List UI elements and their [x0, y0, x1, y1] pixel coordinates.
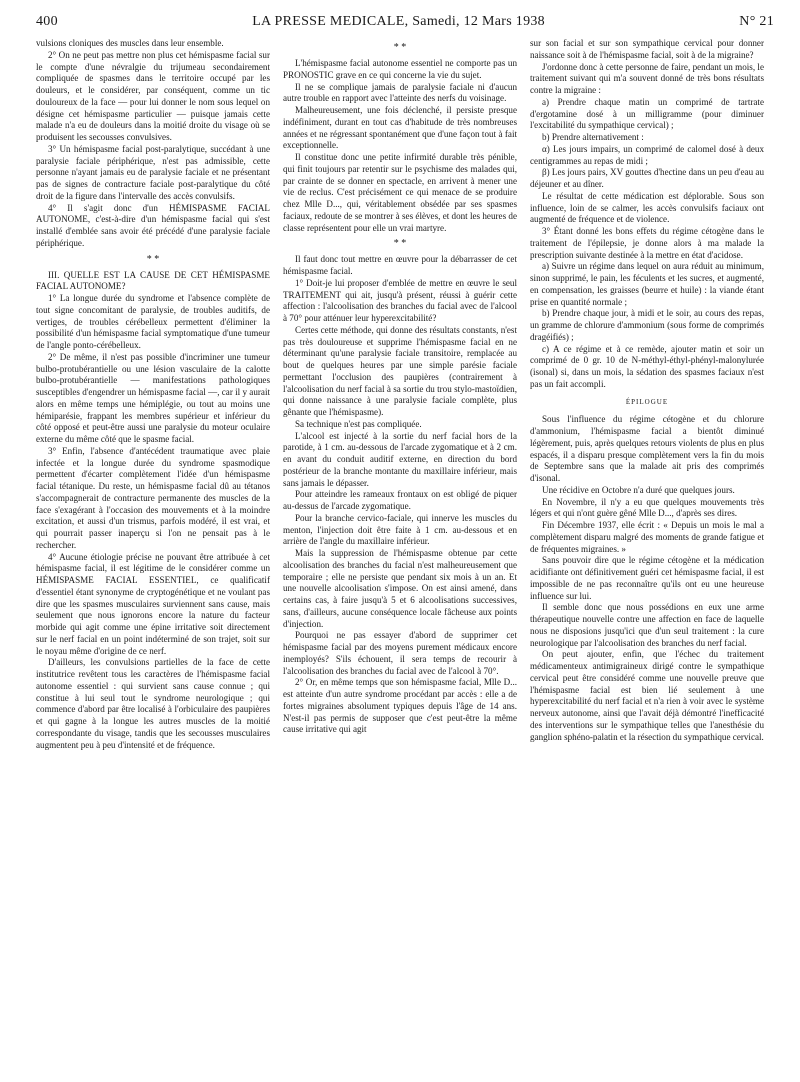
section-separator: * * — [146, 253, 160, 265]
paragraph: 2° Or, en même temps que son hémispasme facial, Mlle D... est atteinte d'un autre syndrome procédant par accès : elle a de fortes migraines absolument typiques depuis l'âge de 14 ans. N'est-il pas permis de supposer que c'est peut-être la même cause irritative qui agit — [283, 677, 517, 735]
section-separator: * * — [393, 42, 407, 53]
issue-number: N° 21 — [739, 14, 774, 29]
paragraph: Fin Décembre 1937, elle écrit : « Depuis un mois le mal a complètement disparu malgré des moments de grande fatigue et de fréquentes migraines. » — [530, 520, 764, 554]
paragraph: b) Prendre alternativement : — [542, 132, 644, 142]
paragraph: a) Suivre un régime dans lequel on aura réduit au minimum, sinon supprimé, le pain, les féculents et les sucres, et augmenté, en compensation, les graisses (beurre et huile) : la viande étant prise en quantité normale ; — [530, 261, 764, 307]
paragraph: 2° De même, il n'est pas possible d'incriminer une tumeur bulbo-protubérantielle ou une lésion vasculaire de la calotte bulbo-protubérantielle — manifestations pathologiques susceptibles d'engendrer un hémispasme facial —, car il y aurait alors en même temps une hémiplégie, ou tout au moins une hémiparésie, frappant les membres supérieur et inférieur du côté opposé et peut-être aussi une paralysie du moteur oculaire externe du même côté que le spasme facial. — [36, 351, 270, 444]
paragraph: 3° Étant donné les bons effets du régime cétogène dans le traitement de l'épilepsie, je donne alors à ma malade la prescription suivante destinée à la mettre en état d'acidose. — [530, 226, 764, 260]
column-right — [530, 38, 764, 751]
paragraph: Il faut donc tout mettre en œuvre pour la débarrasser de cet hémispasme facial. — [283, 254, 517, 276]
article-columns — [36, 38, 774, 751]
paragraph: sur son facial et sur son sympathique cervical pour donner naissance soit à de l'hémispasme facial, soit à de la migraine? — [530, 38, 764, 60]
paragraph: Sous l'influence du régime cétogène et du chlorure d'ammonium, l'hémispasme facial a bientôt diminué légèrement, puis, après quelques retours violents de plus en plus espacés, il a disparu presque complètement vers la fin du mois de Septembre sans que la malade ait pris des comprimés d'isonal. — [530, 414, 764, 483]
section-separator: * * — [393, 238, 407, 250]
paragraph: Pour atteindre les rameaux frontaux on est obligé de piquer au-dessus de l'arcade zygomatique. — [283, 489, 517, 511]
paragraph: En Novembre, il n'y a eu que quelques mouvements très légers et qui n'ont guère gêné Mlle D..., d'après ses dires. — [530, 496, 764, 519]
journal-title: LA PRESSE MEDICALE, Samedi, 12 Mars 1938 — [252, 14, 545, 29]
paragraph: Malheureusement, une fois déclenché, il persiste presque indéfiniment, durant en tout cas d'habitude de très nombreuses années et ne régressant spontanément que d'une façon tout à fait exceptionnelle. — [283, 105, 517, 151]
paragraph: Certes cette méthode, qui donne des résultats constants, n'est pas très douloureuse et supprime l'hémispasme facial en ne déterminant qu'une paralysie faciale transitoire, remplacée au bout de quelques heures par une simple parésie faciale permettant l'occlusion des paupières (contrairement à l'alcoolisation du nerf facial à sa sortie du trou stylo-mastoïdien, qui donne naissance à une paralysie faciale complète, plus gênante que l'hémispasme). — [283, 324, 517, 417]
paragraph: 1° La longue durée du syndrome et l'absence complète de tout signe concomitant de paralysie, de troubles auditifs, de vertiges, de troubles cérébelleux permettent d'éliminer la possibilité d'un hémispasme facial symptomatique d'une tumeur de l'angle ponto-cérébelleux. — [36, 293, 270, 350]
paragraph: Le résultat de cette médication est déplorable. Sous son influence, loin de se calmer, les accès convulsifs faciaux ont augmenté de fréquence et de violence. — [530, 190, 764, 225]
paragraph: Mais la suppression de l'hémispasme obtenue par cette alcoolisation des branches du facial n'est malheureusement que temporaire ; elle ne persiste que pendant six mois à un an. Et une nouvelle alcoolisation s'impose. On est ainsi amené, dans certains cas, à faire jusqu'à 5 et 6 alcoolisations successives, sans, d'ailleurs, aucune conséquence locale fâcheuse aux points d'injection. — [283, 548, 517, 629]
paragraph: On peut ajouter, enfin, que l'échec du traitement médicamenteux antimigraineux dirigé contre le sympathique cervical peut être considéré comme une nouvelle preuve que l'hémispasme facial est bien lié seulement à une hyperexcitabilité du nerf facial et n'a rien à voir avec le système nerveux autonome, ainsi que l'avait déjà démontré l'inefficacité des interventions sur le sympathique telles que l'anesthésie du ganglion sphéno-palatin et la résection du sympathique cervical. — [530, 649, 764, 742]
paragraph: vulsions cloniques des muscles dans leur ensemble. — [36, 38, 224, 48]
section-heading: III. QUELLE EST LA CAUSE DE CET HÉMISPASME FACIAL AUTONOME? — [36, 269, 270, 292]
paragraph: β) Les jours pairs, XV gouttes d'hectine dans un peu d'eau au déjeuner et au dîner. — [530, 167, 764, 189]
paragraph: α) Les jours impairs, un comprimé de calomel dosé à deux centigrammes au repas de midi ; — [530, 143, 764, 166]
paragraph: L'alcool est injecté à la sortie du nerf facial hors de la parotide, à 1 cm. au-dessous de l'arcade zygomatique et à 2 cm. en avant du conduit auditif externe, en direction du bord postérieur de la branche montante du maxillaire inférieur, mais sans jamais le dépasser. — [283, 430, 517, 488]
paragraph: 4° Il s'agit donc d'un HÉMISPASME FACIAL AUTONOME, c'est-à-dire d'un hémispasme facial qui s'est installé d'emblée sans avoir été précédé d'une paralysie faciale périphérique. — [36, 202, 270, 248]
paragraph: L'hémispasme facial autonome essentiel ne comporte pas un PRONOSTIC grave en ce qui concerne la vie du sujet. — [283, 58, 517, 80]
paragraph: Il ne se complique jamais de paralysie faciale ni d'aucun autre trouble en rapport avec l'atteinte des nerfs du voisinage. — [283, 81, 517, 104]
paragraph: c) A ce régime et à ce remède, ajouter matin et soir un comprimé de 0 gr. 10 de N-méthyl-éthyl-phényl-malonylurée (isonal) si, dans un mois, la sédation des spasmes faciaux n'est pas un fait accompli. — [530, 343, 764, 389]
paragraph: Pourquoi ne pas essayer d'abord de supprimer cet hémispasme facial par des moyens purement médicaux encore inemployés? S'ils échouent, il sera temps de recourir à l'alcoolisation des branches du facial avec de l'alcool à 70°. — [283, 630, 517, 676]
paragraph: D'ailleurs, les convulsions partielles de la face de cette institutrice revêtent tous les caractères de l'hémispasme facial autonome essentiel : qui survient sans cause connue ; qui constitue à lui seul tout le syndrome neurologique ; qui commence d'abord par être localisé à l'orbiculaire des paupières et qui gagne à la longue les autres muscles de la moitié correspondante du visage, tandis que les secousses musculaires augmentent peu à peu d'intensité et de fréquence. — [36, 657, 270, 750]
paragraph: 3° Un hémispasme facial post-paralytique, succédant à une paralysie faciale périphérique, n'est pas admissible, cette personne n'ayant jamais eu de paralysie faciale et ne présentant pas de signes de contracture faciale post-paralytique du côté droit de la figure dans l'intervalle des accès convulsifs. — [36, 143, 270, 201]
paragraph: Pour la branche cervico-faciale, qui innerve les muscles du menton, l'injection doit être faite à 1 cm. au-dessous et en arrière de l'angle du maxillaire inférieur. — [283, 512, 517, 547]
page-number: 400 — [36, 14, 58, 29]
paragraph: Une récidive en Octobre n'a duré que quelques jours. — [542, 484, 735, 495]
column-left — [36, 38, 270, 751]
paragraph: Sans pouvoir dire que le régime cétogène et la médication acidifiante ont définitivement guéri cet hémispasme facial, il est impossible de ne pas reconnaître qu'ils ont eu une heureuse influence sur lui. — [530, 555, 764, 601]
paragraph: a) Prendre chaque matin un comprimé de tartrate d'ergotamine dosé à un milligramme (pour diminuer l'excitabilité du sympathique cervical) ; — [530, 96, 764, 131]
paragraph: 3° Enfin, l'absence d'antécédent traumatique avec plaie infectée et la longue durée du syndrome spasmodique permettent d'écarter complètement l'idée d'un hémispasme facial tétanique. Du reste, un hémispasme facial dû au tétanos s'accompagnerait de contracture permanente des muscles de la face s'exagérant à l'occasion des mouvements et à la moindre excitation, et aussi d'un trismus, parfois modéré, il est vrai, et qui pourrait passer inaperçu si l'on ne pensait pas à le rechercher. — [36, 445, 270, 550]
column-middle — [283, 38, 517, 751]
paragraph: 4° Aucune étiologie précise ne pouvant être attribuée à cet hémispasme facial, il est légitime de le considérer comme un HÉMISPASME FACIAL ESSENTIEL, ce qualificatif d'essentiel étant synonyme de cryptogénétique et ne voulant pas dire que les spasmes musculaires surviennent sans cause, mais seulement que nous ignorons encore la nature du facteur morbide qui agit comme une épine irritative soit directement sur le nerf facial en un point indéterminé de son trajet, soit sur le noyau même d'origine de ce nerf. — [36, 551, 270, 656]
page-header — [36, 14, 774, 36]
epilogue-heading: ÉPILOGUE — [625, 397, 669, 406]
paragraph: Sa technique n'est pas compliquée. — [295, 418, 422, 429]
paragraph: b) Prendre chaque jour, à midi et le soir, au cours des repas, un gramme de chlorure d'ammonium (sous forme de comprimés dragéifiés) ; — [530, 308, 764, 342]
paragraph: Il constitue donc une petite infirmité durable très pénible, qui finit toujours par retentir sur le psychisme des malades qui, par crainte de se donner en spectacle, en arrivent à mener une vie de reclus. C'est précisément ce qui menace de se produire chez Mlle D..., qui, véritablement obsédée par ses spasmes faciaux, redoute de se montrer à ses élèves, et dont les heures de classe représentent pour elle un vrai martyre. — [283, 152, 517, 233]
paragraph: J'ordonne donc à cette personne de faire, pendant un mois, le traitement suivant qui m'a souvent donné de très bons résultats contre la migraine : — [530, 61, 764, 95]
paragraph: 2° On ne peut pas mettre non plus cet hémispasme facial sur le compte d'une névralgie du trijumeau secondairement compliquée de spasmes dans le territoire occupé par les douleurs, et le considérer, par conséquent, comme un tic douloureux de la face — pour lui donner le nom sous lequel on désigne cet hémispasme particulier — puisque jamais cette malade n'a eu de douleurs dans la moitié droite du visage où se produisent les secousses convulsives. — [36, 49, 270, 142]
paragraph: Il semble donc que nous possédions en eux une arme thérapeutique nouvelle contre une affection en face de laquelle nous ne disposions jusqu'ici que d'un seul traitement : la cure neurologique par l'alcoolisation des branches du nerf facial. — [530, 602, 764, 648]
paragraph: 1° Doit-je lui proposer d'emblée de mettre en œuvre le seul TRAITEMENT qui ait, jusqu'à présent, réussi à guérir cette affection : l'alcoolisation des branches du facial avec de l'alcool à 70° pour atténuer leur hyperexcitabilité? — [283, 277, 517, 323]
